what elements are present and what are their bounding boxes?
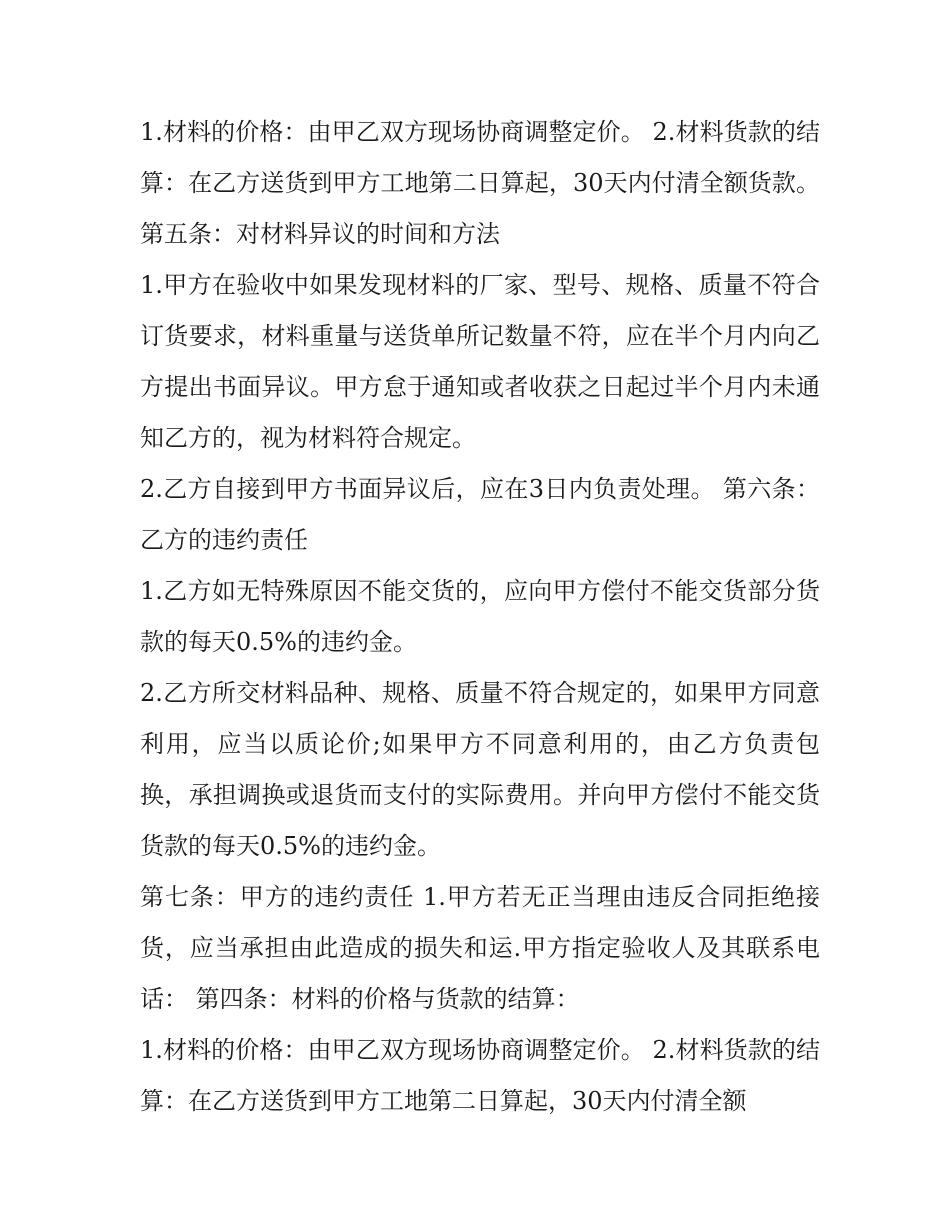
document-body [140, 107, 820, 1127]
paragraph-material-price-settlement-repeat: 1.材料的价格：由甲乙双方现场协商调整定价。 2.材料货款的结算：在乙方送货到甲方工地第二日算起，30天内付清全额 [140, 1036, 820, 1115]
paragraph-inspection-objection: 1.甲方在验收中如果发现材料的厂家、型号、规格、质量不符合订货要求，材料重量与送货单所记数量不符，应在半个月内向乙方提出书面异议。甲方怠于通知或者收获之日起过半个月内未通知乙方的，视为材料符合规定。 [140, 271, 820, 452]
paragraph-objection-handling: 2.乙方自接到甲方书面异议后，应在3日内负责处理。 第六条：乙方的违约责任 [140, 475, 820, 554]
paragraph-material-price-settlement: 1.材料的价格：由甲乙双方现场协商调整定价。 2.材料货款的结算：在乙方送货到甲方工地第二日算起，30天内付清全额货款。 第五条：对材料异议的时间和方法 [140, 118, 820, 248]
paragraph-party-a-liability: 第七条：甲方的违约责任 1.甲方若无正当理由违反合同拒绝接货，应当承担由此造成的损失和运.甲方指定验收人及其联系电话： 第四条：材料的价格与货款的结算： [140, 883, 820, 1013]
paragraph-nonconforming-goods: 2.乙方所交材料品种、规格、质量不符合规定的，如果甲方同意利用，应当以质论价;如果甲方不同意利用的，由乙方负责包换，承担调换或退货而支付的实际费用。并向甲方偿付不能交货货款的每天0.5%的违约金。 [140, 679, 820, 860]
paragraph-non-delivery-penalty: 1.乙方如无特殊原因不能交货的，应向甲方偿付不能交货部分货款的每天0.5%的违约金。 [140, 577, 820, 656]
